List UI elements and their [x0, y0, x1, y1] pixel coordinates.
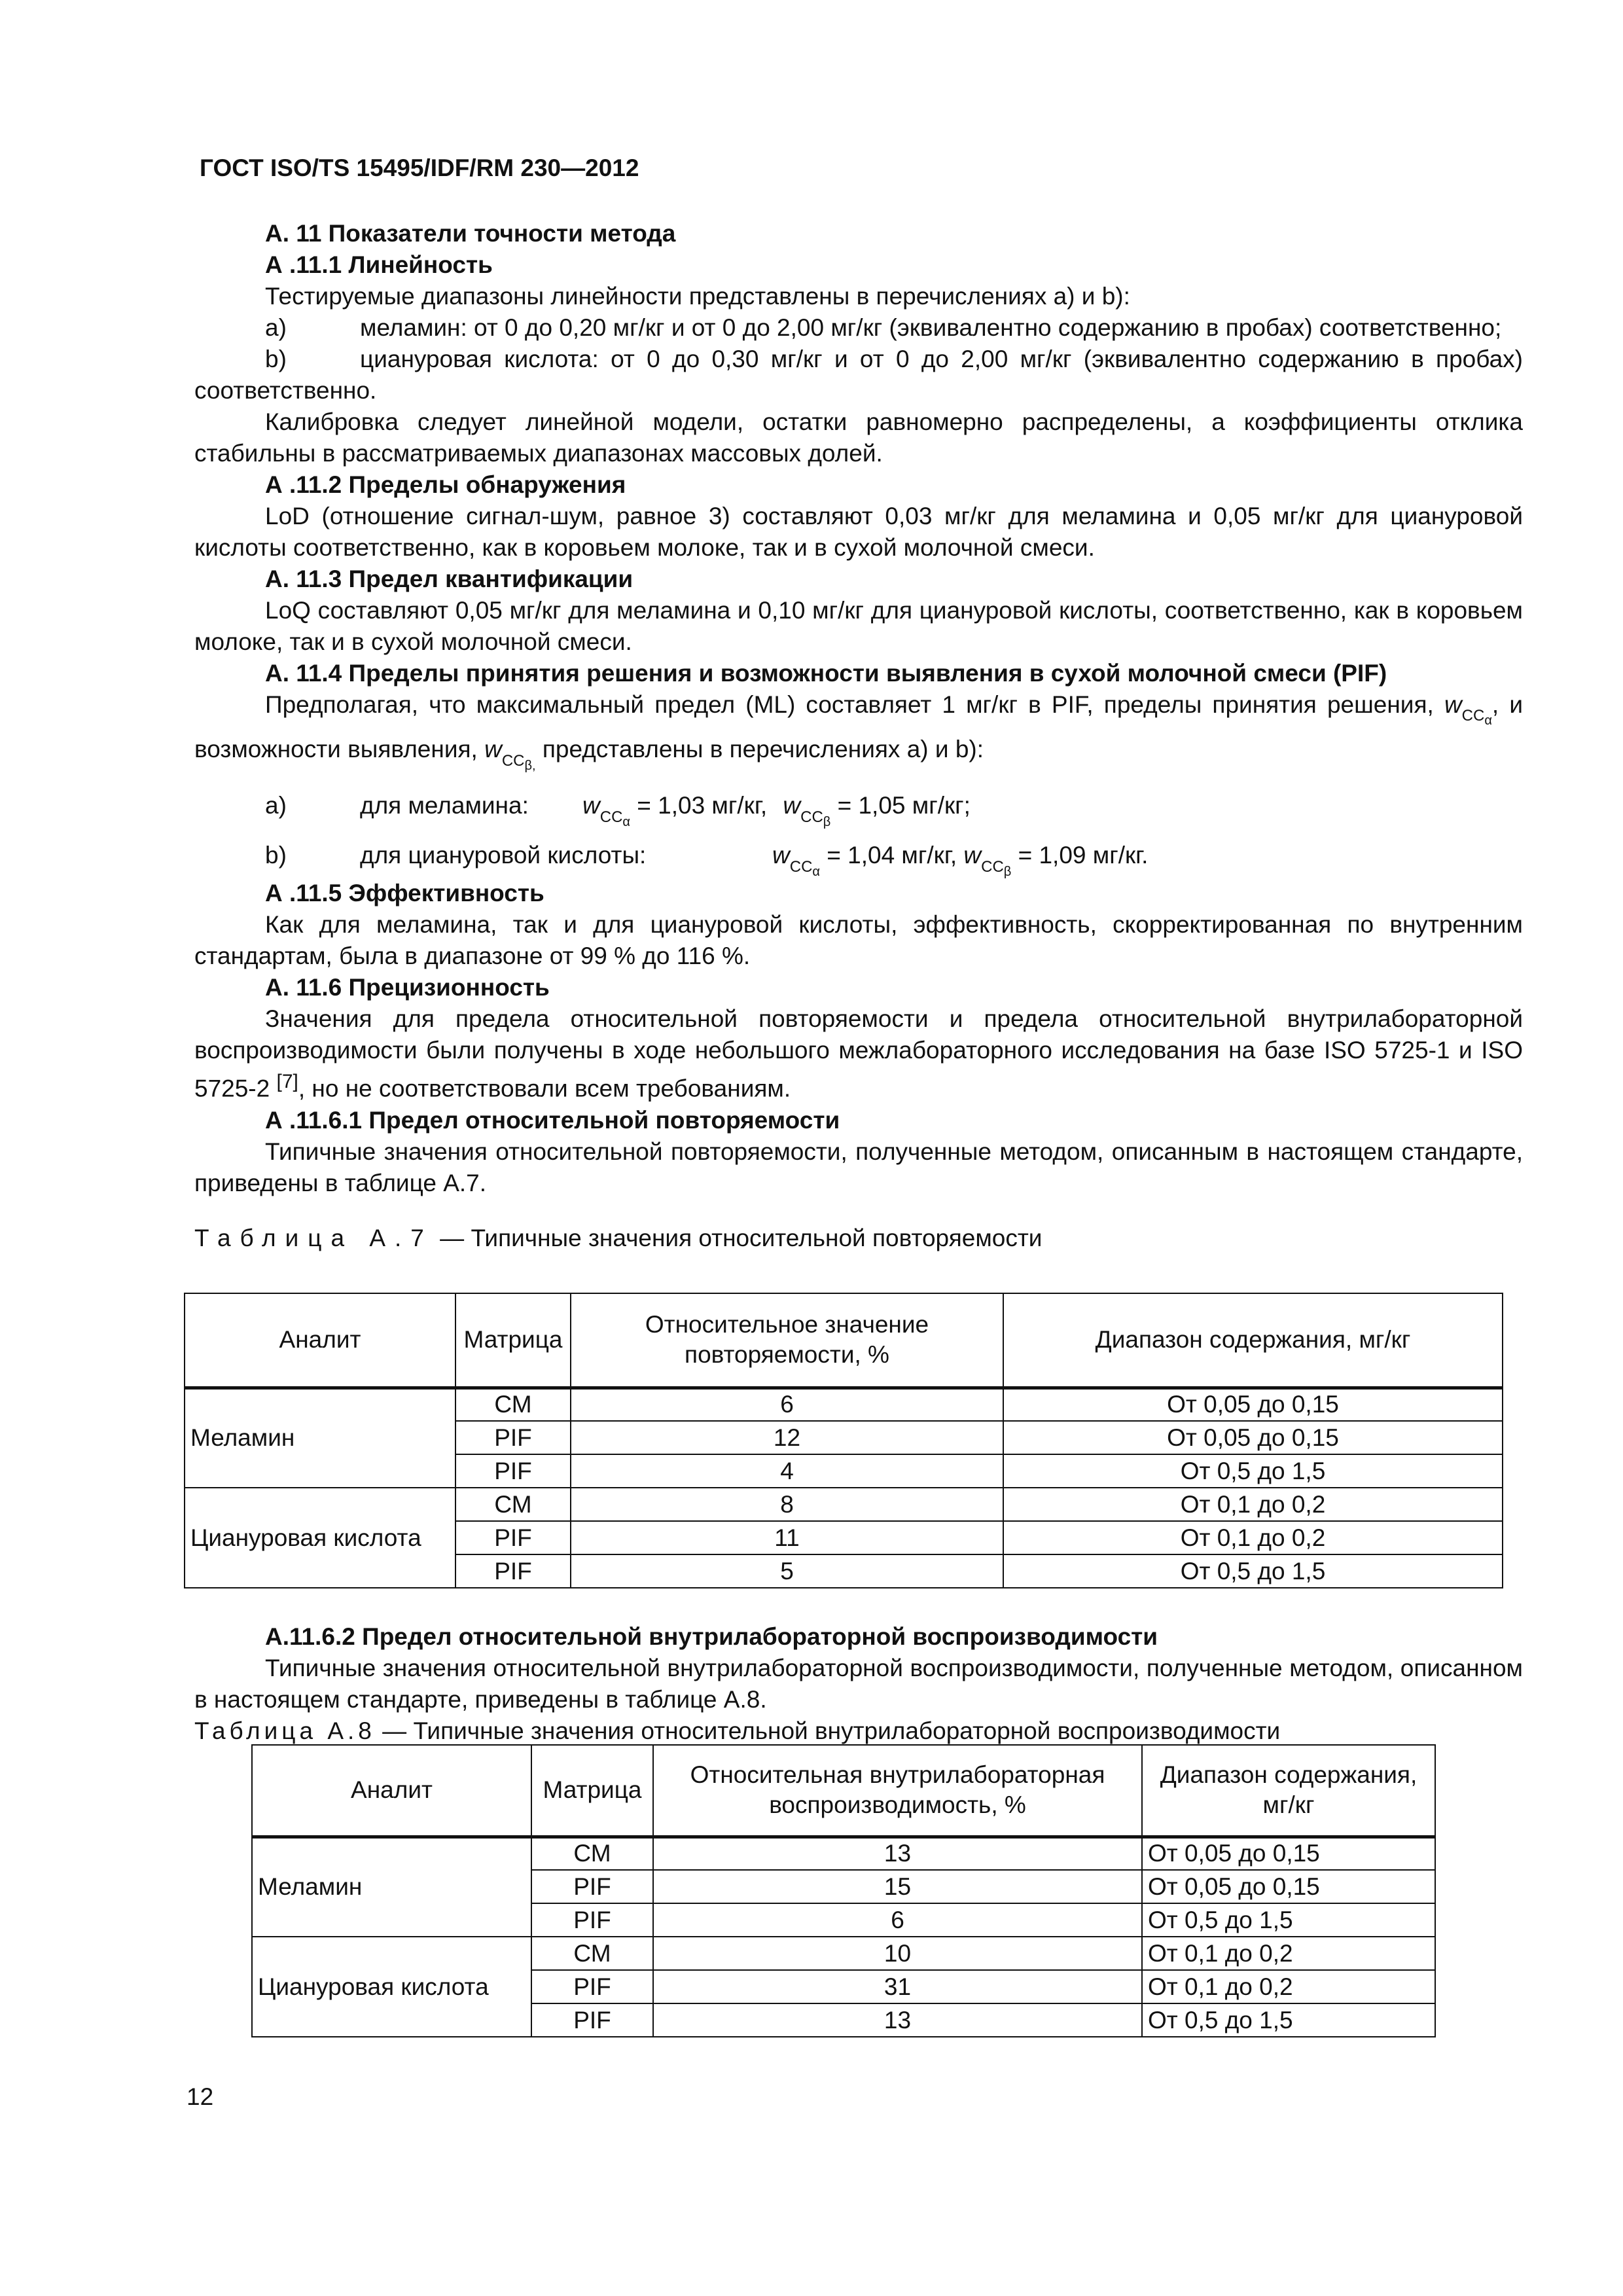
page-number: 12: [187, 2083, 214, 2110]
math-greek: β,: [524, 758, 536, 773]
text-run: , но не соответствовали всем требованиям.: [298, 1075, 791, 1102]
math-greek: α: [622, 814, 630, 829]
formula: [582, 790, 971, 828]
repeatability-table: [184, 1293, 1503, 1588]
formula: [772, 840, 1148, 878]
formula-value: 1,03 мг/кг,: [658, 792, 768, 819]
math-subscript: CC: [981, 857, 1004, 876]
paragraph: Типичные значения относительной повторяемости, полученные методом, описанным в настоящем стандарте, приведены в таблице А.7.: [194, 1138, 1523, 1196]
range-cell: От 0,1 до 0,2: [1003, 1521, 1503, 1554]
paragraph: [194, 689, 1523, 778]
math-symbol: w: [772, 842, 790, 869]
range-cell: От 0,1 до 0,2: [1003, 1488, 1503, 1521]
list-label: b): [265, 346, 287, 372]
value-cell: 13: [653, 2003, 1142, 2037]
matrix-cell: PIF: [531, 2003, 653, 2037]
math-greek: β: [1003, 864, 1012, 879]
paragraph: Калибровка следует линейной модели, остатки равномерно распределены, а коэффициенты отклика стабильны в рассматриваемых диапазонах массовых долей.: [194, 408, 1523, 467]
column-header: Относительная внутрилабораторная воспроизводимость, %: [653, 1745, 1142, 1837]
document-body-lower: [194, 1621, 1523, 1747]
analyte-cell: Меламин: [185, 1388, 455, 1488]
column-header: Матрица: [531, 1745, 653, 1837]
math-symbol: w: [484, 736, 502, 763]
math-greek: α: [812, 864, 820, 879]
math-symbol: w: [963, 842, 982, 869]
section-heading: А .11.2 Пределы обнаружения: [265, 471, 626, 498]
paragraph: LoQ составляют 0,05 мг/кг для меламина и 0,10 мг/кг для циануровой кислоты, соответственно, как в коровьем молоке, так и в сухой молочной смеси.: [194, 597, 1523, 655]
list-label: a): [265, 314, 287, 341]
range-cell: От 0,5 до 1,5: [1142, 2003, 1435, 2037]
section-heading: А .11.5 Эффективность: [265, 880, 544, 907]
formula-value: 1,04 мг/кг,: [847, 842, 957, 869]
math-symbol: w: [582, 792, 600, 819]
paragraph: LoD (отношение сигнал-шум, равное 3) составляют 0,03 мг/кг для меламина и 0,05 мг/кг для циануровой кислоты соответственно, как в коровьем молоке, так и в сухой молочной смеси.: [194, 503, 1523, 561]
range-cell: От 0,05 до 0,15: [1003, 1421, 1503, 1454]
matrix-cell: СМ: [455, 1488, 571, 1521]
math-subscript: CC: [789, 857, 813, 876]
section-heading: А. 11.3 Предел квантификации: [265, 565, 633, 592]
column-header: Диапазон содержания, мг/кг: [1142, 1745, 1435, 1837]
section-heading: А. 11.6 Прецизионность: [265, 974, 550, 1001]
formula-value: 1,05 мг/кг;: [858, 792, 971, 819]
math-eq: =: [827, 842, 841, 869]
math-eq: =: [637, 792, 651, 819]
paragraph: Как для меламина, так и для циануровой кислоты, эффективность, скорректированная по внутренним стандартам, была в диапазоне от 99 % до 116 %.: [194, 911, 1523, 970]
formula-line: [194, 840, 1523, 878]
matrix-cell: PIF: [455, 1554, 571, 1588]
list-item: [194, 344, 1523, 406]
matrix-cell: СМ: [531, 1937, 653, 1970]
column-header: Относительное значение повторяемости, %: [571, 1293, 1003, 1388]
column-header: Диапазон содержания, мг/кг: [1003, 1293, 1503, 1388]
paragraph: Типичные значения относительной внутрилабораторной воспроизводимости, полученные методом, описанном в настоящем стандарте, приведены в таблице А.8.: [194, 1655, 1523, 1713]
section-heading: А .11.1 Линейность: [265, 251, 493, 278]
matrix-cell: СМ: [455, 1388, 571, 1421]
paragraph: [194, 1003, 1523, 1104]
list-text: меламин: от 0 до 0,20 мг/кг и от 0 до 2,00 мг/кг (эквивалентно содержанию в пробах) соответственно;: [360, 314, 1502, 341]
analyte-cell: Циануровая кислота: [252, 1937, 531, 2037]
range-cell: От 0,05 до 0,15: [1003, 1388, 1503, 1421]
value-cell: 13: [653, 1837, 1142, 1870]
math-greek: β: [823, 814, 831, 829]
math-subscript: CC: [1461, 707, 1485, 725]
range-cell: От 0,05 до 0,15: [1142, 1870, 1435, 1903]
column-header: Матрица: [455, 1293, 571, 1388]
math-symbol: w: [1444, 691, 1462, 718]
value-cell: 6: [571, 1388, 1003, 1421]
column-header: Аналит: [185, 1293, 455, 1388]
math-subscript: CC: [501, 751, 525, 770]
caption-text: — Типичные значения относительной повторяемости: [433, 1224, 1043, 1251]
range-cell: От 0,05 до 0,15: [1142, 1837, 1435, 1870]
math-subscript: CC: [800, 808, 823, 826]
range-cell: От 0,1 до 0,2: [1142, 1970, 1435, 2003]
reproducibility-table: [251, 1744, 1436, 2037]
matrix-cell: PIF: [455, 1421, 571, 1454]
value-cell: 6: [653, 1903, 1142, 1937]
section-heading: А.11.6.2 Предел относительной внутрилабораторной воспроизводимости: [265, 1623, 1158, 1650]
value-cell: 8: [571, 1488, 1003, 1521]
list-label: b): [265, 842, 287, 869]
math-greek: α: [1484, 713, 1492, 728]
caption-text: — Типичные значения относительной внутрилабораторной воспроизводимости: [375, 1717, 1281, 1744]
table-caption: [194, 1715, 1523, 1747]
value-cell: 12: [571, 1421, 1003, 1454]
analyte-cell: Циануровая кислота: [185, 1488, 455, 1588]
matrix-cell: PIF: [455, 1454, 571, 1488]
math-subscript: CC: [599, 808, 623, 826]
text-run: представлены в перечислениях а) и b):: [542, 736, 984, 763]
value-cell: 5: [571, 1554, 1003, 1588]
value-cell: 11: [571, 1521, 1003, 1554]
reference-link[interactable]: [7]: [276, 1071, 298, 1093]
value-cell: 15: [653, 1870, 1142, 1903]
table-caption: [194, 1223, 1523, 1254]
matrix-cell: PIF: [531, 1870, 653, 1903]
range-cell: От 0,5 до 1,5: [1142, 1903, 1435, 1937]
math-symbol: w: [783, 792, 801, 819]
list-item: [194, 312, 1523, 344]
list-label: a): [265, 792, 287, 819]
text-run: , и возможности выявления,: [194, 691, 1523, 763]
math-eq: =: [1018, 842, 1033, 869]
matrix-cell: PIF: [531, 1970, 653, 2003]
caption-label: Таблица А.7: [194, 1224, 433, 1251]
formula-line: [194, 790, 1523, 828]
matrix-cell: PIF: [455, 1521, 571, 1554]
formula-label: для меламина:: [360, 792, 529, 819]
section-heading: А. 11.4 Пределы принятия решения и возможности выявления в сухой молочной смеси (PIF): [265, 660, 1387, 687]
matrix-cell: СМ: [531, 1837, 653, 1870]
section-heading: А. 11 Показатели точности метода: [265, 220, 676, 247]
paragraph: Тестируемые диапазоны линейности представлены в перечислениях а) и b):: [265, 283, 1130, 310]
document-header: ГОСТ ISO/TS 15495/IDF/RM 230—2012: [200, 154, 639, 181]
text-run: Значения для предела относительной повторяемости и предела относительной внутрилабораторной воспроизводимости были получены в ходе небольшого межлабораторного исследования на базе ISO 5725-1 и ISO 5725-2: [194, 1005, 1523, 1102]
value-cell: 4: [571, 1454, 1003, 1488]
caption-label: Таблица А.8: [194, 1717, 376, 1744]
range-cell: От 0,5 до 1,5: [1003, 1454, 1503, 1488]
math-eq: =: [837, 792, 852, 819]
range-cell: От 0,1 до 0,2: [1142, 1937, 1435, 1970]
formula-label: для циануровой кислоты:: [360, 842, 647, 869]
matrix-cell: PIF: [531, 1903, 653, 1937]
analyte-cell: Меламин: [252, 1837, 531, 1937]
section-heading: А .11.6.1 Предел относительной повторяемости: [265, 1106, 840, 1134]
range-cell: От 0,5 до 1,5: [1003, 1554, 1503, 1588]
column-header: Аналит: [252, 1745, 531, 1837]
formula-value: 1,09 мг/кг.: [1039, 842, 1149, 869]
list-text: циануровая кислота: от 0 до 0,30 мг/кг и от 0 до 2,00 мг/кг (эквивалентно содержанию в пробах) соответственно.: [194, 346, 1523, 404]
document-body: [194, 218, 1523, 1254]
value-cell: 31: [653, 1970, 1142, 2003]
value-cell: 10: [653, 1937, 1142, 1970]
text-run: Предполагая, что максимальный предел (ML) составляет 1 мг/кг в PIF, пределы принятия решения,: [265, 691, 1434, 718]
